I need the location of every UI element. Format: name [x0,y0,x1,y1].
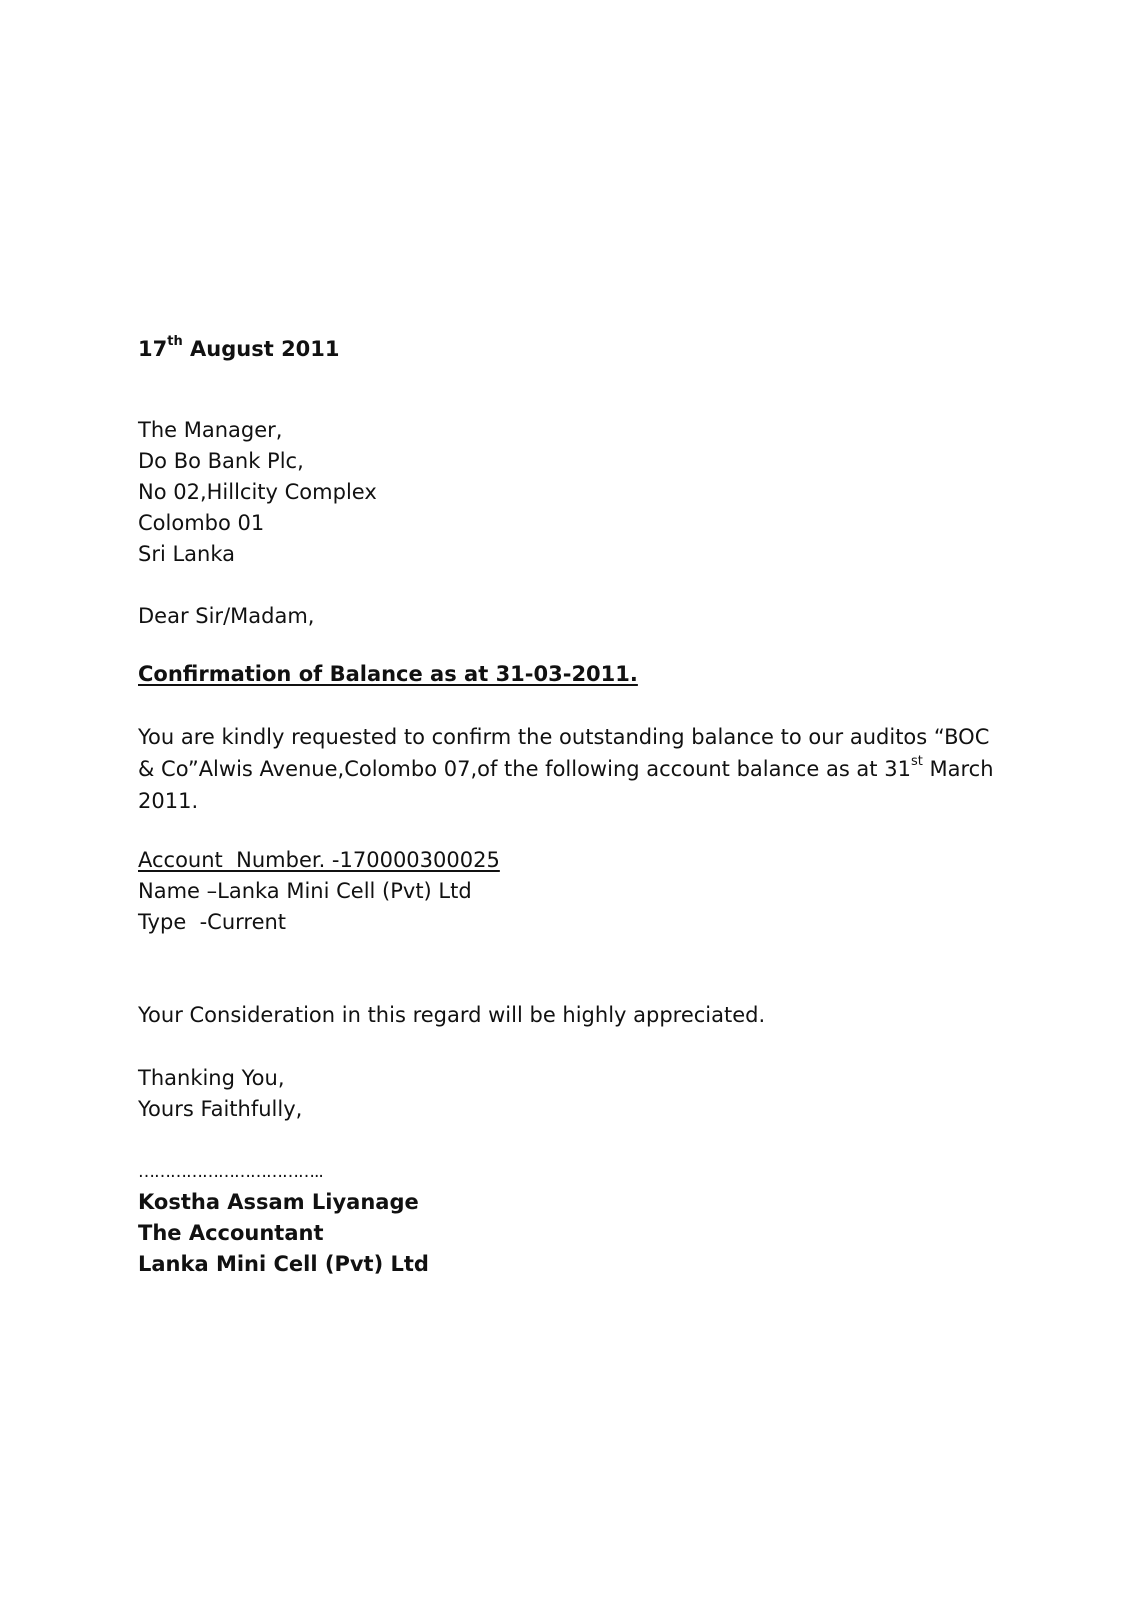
signatory-position: The Accountant [138,1221,324,1245]
subject-heading: Confirmation of Balance as at 31-03-2011. [138,662,638,686]
date-day: 17 [138,337,168,361]
date-month-year: August 2011 [182,337,340,361]
body-paragraph [138,721,998,817]
body-date-suffix: st [910,754,923,769]
date-day-suffix: th [167,334,183,349]
account-type: Type -Current [138,910,287,934]
account-number: Account Number. -170000300025 [138,848,500,872]
signatory-name: Kostha Assam Liyanage [138,1190,419,1214]
recipient-title: The Manager, [138,418,283,442]
consideration-text: Your Consideration in this regard will be highly appreciated. [138,1003,766,1027]
letter-date [138,334,340,365]
body-text-end: March 2011. [138,757,994,813]
recipient-street: No 02,Hillcity Complex [138,480,377,504]
closing-thanks: Thanking You, [138,1066,285,1090]
signatory-company: Lanka Mini Cell (Pvt) Ltd [138,1252,429,1276]
recipient-bank: Do Bo Bank Plc, [138,449,304,473]
recipient-city: Colombo 01 [138,511,265,535]
body-text: You are kindly requested to confirm the outstanding balance to our auditos “BOC & Co”Alwis Avenue,Colombo 07,of the following account balance as at 31 [138,725,990,781]
recipient-country: Sri Lanka [138,542,236,566]
signature-line: …………………………….. [138,1162,323,1182]
salutation: Dear Sir/Madam, [138,604,315,628]
closing-sign-off: Yours Faithfully, [138,1097,303,1121]
account-name: Name –Lanka Mini Cell (Pvt) Ltd [138,879,472,903]
